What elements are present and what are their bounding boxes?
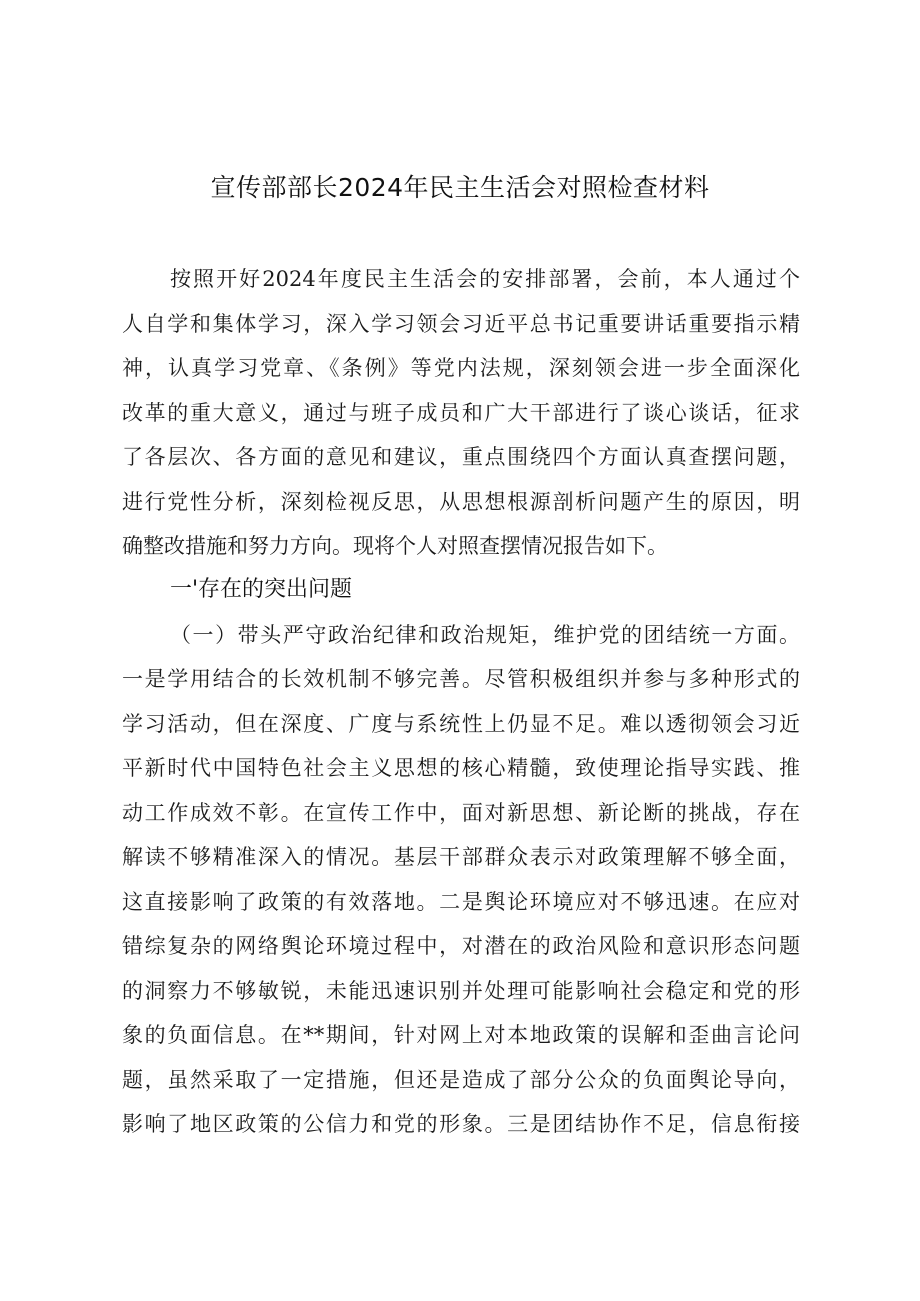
section1-line-2: 一是学用结合的长效机制不够完善。尽管积极组织并参与多种形式的 (122, 667, 800, 691)
section1-line-8: 错综复杂的网络舆论环境过程中，对潜在的政治风险和意识形态问题 (122, 934, 800, 958)
section1-line-12: 影响了地区政策的公信力和党的形象。三是团结协作不足，信息衔接 (122, 1112, 800, 1136)
intro-line-5: 了各层次、各方面的意见和建议，重点围绕四个方面认真查摆问题， (122, 445, 800, 469)
intro-line-2: 人自学和集体学习，深入学习领会习近平总书记重要讲话重要指示精 (122, 312, 800, 336)
intro-line-7: 确整改措施和努力方向。现将个人对照查摆情况报告如下。 (122, 534, 668, 558)
section1-line-7: 这直接影响了政策的有效落地。二是舆论环境应对不够迅速。在应对 (122, 890, 800, 914)
section1-line-9: 的洞察力不够敏锐，未能迅速识别并处理可能影响社会稳定和党的形 (122, 979, 800, 1003)
section1-line-1: （一）带头严守政治纪律和政治规矩，维护党的团结统一方面。 (170, 623, 800, 647)
section1-line-10: 象的负面信息。在**期间，针对网上对本地政策的误解和歪曲言论问 (122, 1023, 800, 1047)
section1-line-11: 题，虽然采取了一定措施，但还是造成了部分公众的负面舆论导向， (122, 1068, 800, 1092)
section1-line-3: 学习活动，但在深度、广度与系统性上仍显不足。难以透彻领会习近 (122, 712, 800, 736)
section-heading: 一'存在的突出问题 (170, 577, 353, 602)
document-title: 宣传部部长2024年民主生活会对照检查材料 (210, 173, 710, 202)
section1-line-4: 平新时代中国特色社会主义思想的核心精髓，致使理论指导实践、推 (122, 756, 800, 780)
intro-line-3: 神，认真学习党章、《条例》等党内法规，深刻领会进一步全面深化 (122, 356, 800, 380)
intro-line-1: 按照开好2024年度民主生活会的安排部署，会前，本人通过个 (170, 267, 800, 291)
section1-line-5: 动工作成效不彰。在宣传工作中，面对新思想、新论断的挑战，存在 (122, 801, 800, 825)
intro-line-4: 改革的重大意义，通过与班子成员和广大干部进行了谈心谈话，征求 (122, 401, 800, 425)
section1-line-6: 解读不够精准深入的情况。基层干部群众表示对政策理解不够全面， (122, 845, 800, 869)
intro-line-6: 进行党性分析，深刻检视反思，从思想根源剖析问题产生的原因，明 (122, 490, 800, 514)
